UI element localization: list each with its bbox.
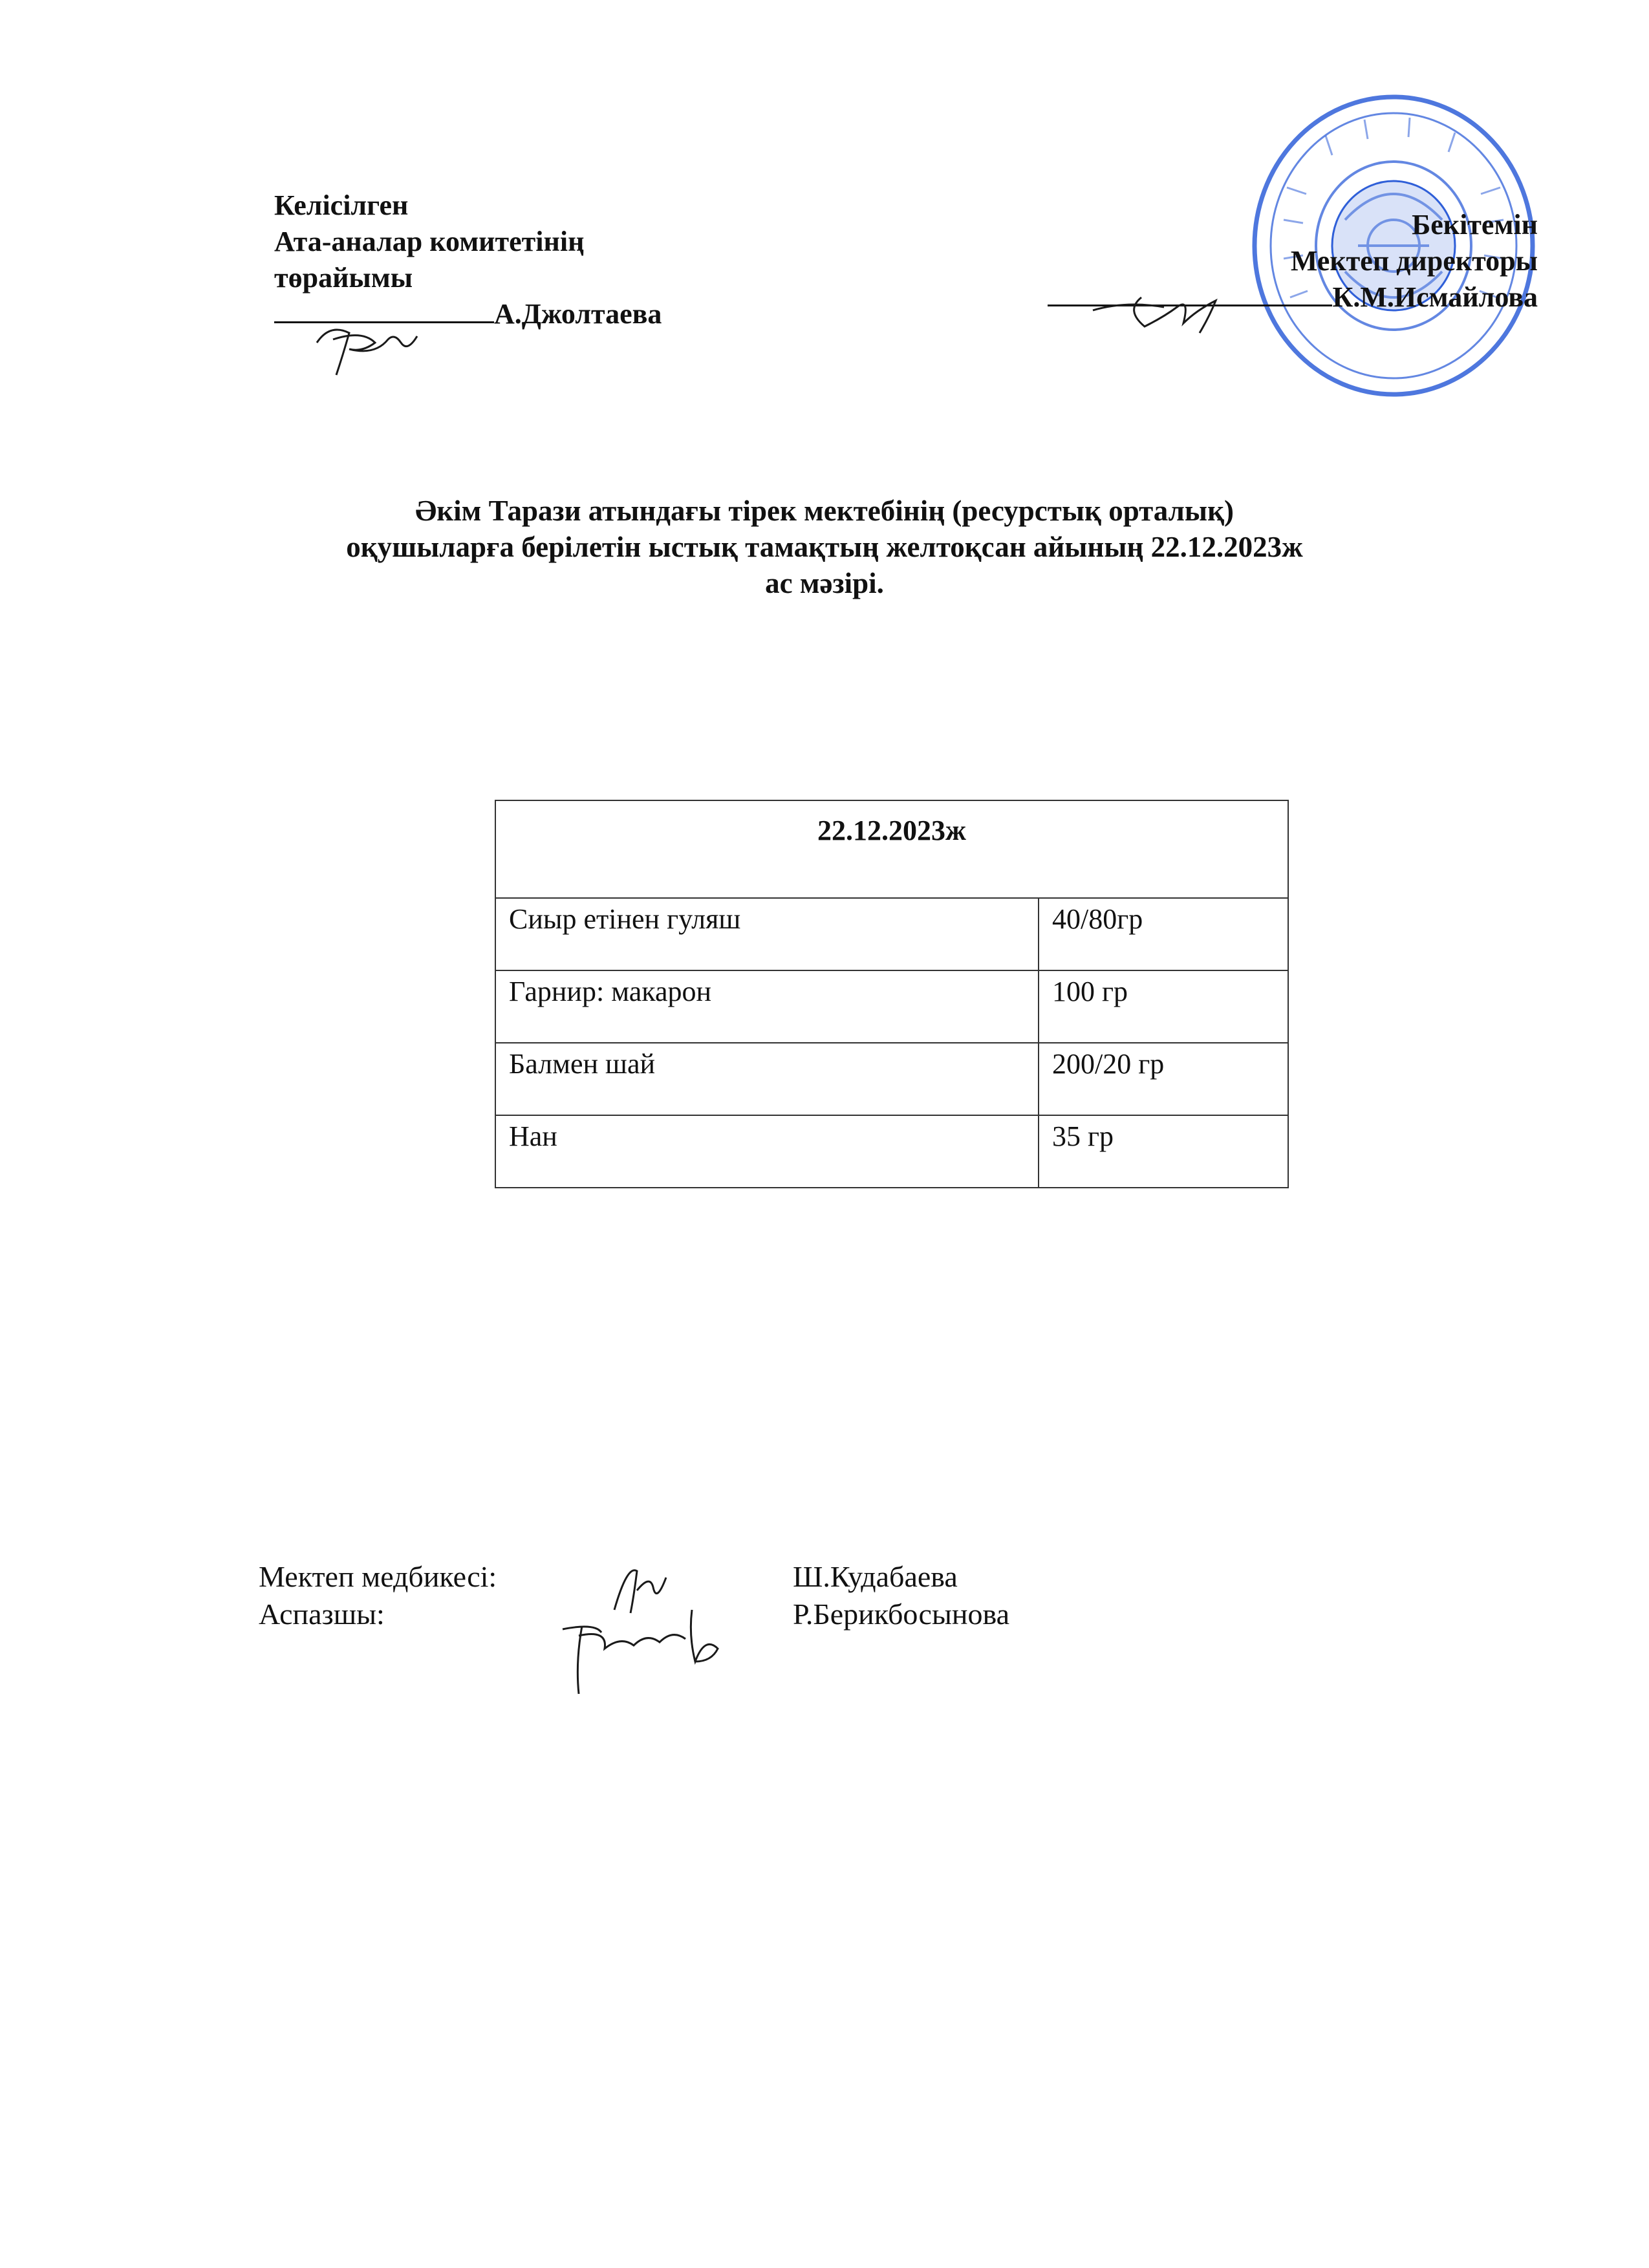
parent-committee-signature-icon bbox=[304, 304, 433, 388]
approval-right-label: Бекітемін bbox=[1412, 209, 1538, 241]
director-signature-icon bbox=[1086, 272, 1235, 349]
cook-role: Аспазшы: bbox=[259, 1598, 385, 1631]
table-row bbox=[495, 1043, 1288, 1115]
title-line-2: оқушыларға берілетін ыстық тамақтың желтоқсан айының 22.12.2023ж bbox=[346, 531, 1303, 563]
dish-name: Сиыр етінен гуляш bbox=[495, 898, 1039, 970]
title-line-3: ас мәзірі. bbox=[765, 567, 884, 599]
table-row bbox=[495, 970, 1288, 1043]
approval-left-name: А.Джолтаева bbox=[494, 298, 662, 330]
menu-table bbox=[495, 800, 1289, 1188]
menu-date-header: 22.12.2023ж bbox=[495, 800, 1288, 898]
dish-portion: 40/80гр bbox=[1039, 898, 1288, 970]
table-row bbox=[495, 1115, 1288, 1188]
dish-name: Нан bbox=[495, 1115, 1039, 1188]
approval-right-position: Мектеп директоры bbox=[1290, 245, 1538, 277]
menu-header-row bbox=[495, 800, 1288, 898]
dish-portion: 200/20 гр bbox=[1039, 1043, 1288, 1115]
dish-name: Гарнир: макарон bbox=[495, 970, 1039, 1043]
page-title bbox=[194, 493, 1455, 601]
nurse-row bbox=[259, 1558, 1099, 1596]
table-row bbox=[495, 898, 1288, 970]
cook-name: Р.Берикбосынова bbox=[793, 1598, 1010, 1631]
dish-portion: 100 гр bbox=[1039, 970, 1288, 1043]
nurse-name: Ш.Кудабаева bbox=[793, 1560, 958, 1593]
approval-left-position: төрайымы bbox=[274, 262, 413, 294]
approval-right-name: К.М.Исмайлова bbox=[1332, 281, 1538, 313]
title-line-1: Әкім Тарази атындағы тірек мектебінің (ресурстық орталық) bbox=[415, 495, 1234, 527]
dish-portion: 35 гр bbox=[1039, 1115, 1288, 1188]
approval-left-committee: Ата-аналар комитетінің bbox=[274, 226, 585, 257]
approval-left-label: Келісілген bbox=[274, 189, 409, 221]
dish-name: Балмен шай bbox=[495, 1043, 1039, 1115]
nurse-role: Мектеп медбикесі: bbox=[259, 1560, 497, 1593]
cook-signature-icon bbox=[556, 1597, 731, 1700]
